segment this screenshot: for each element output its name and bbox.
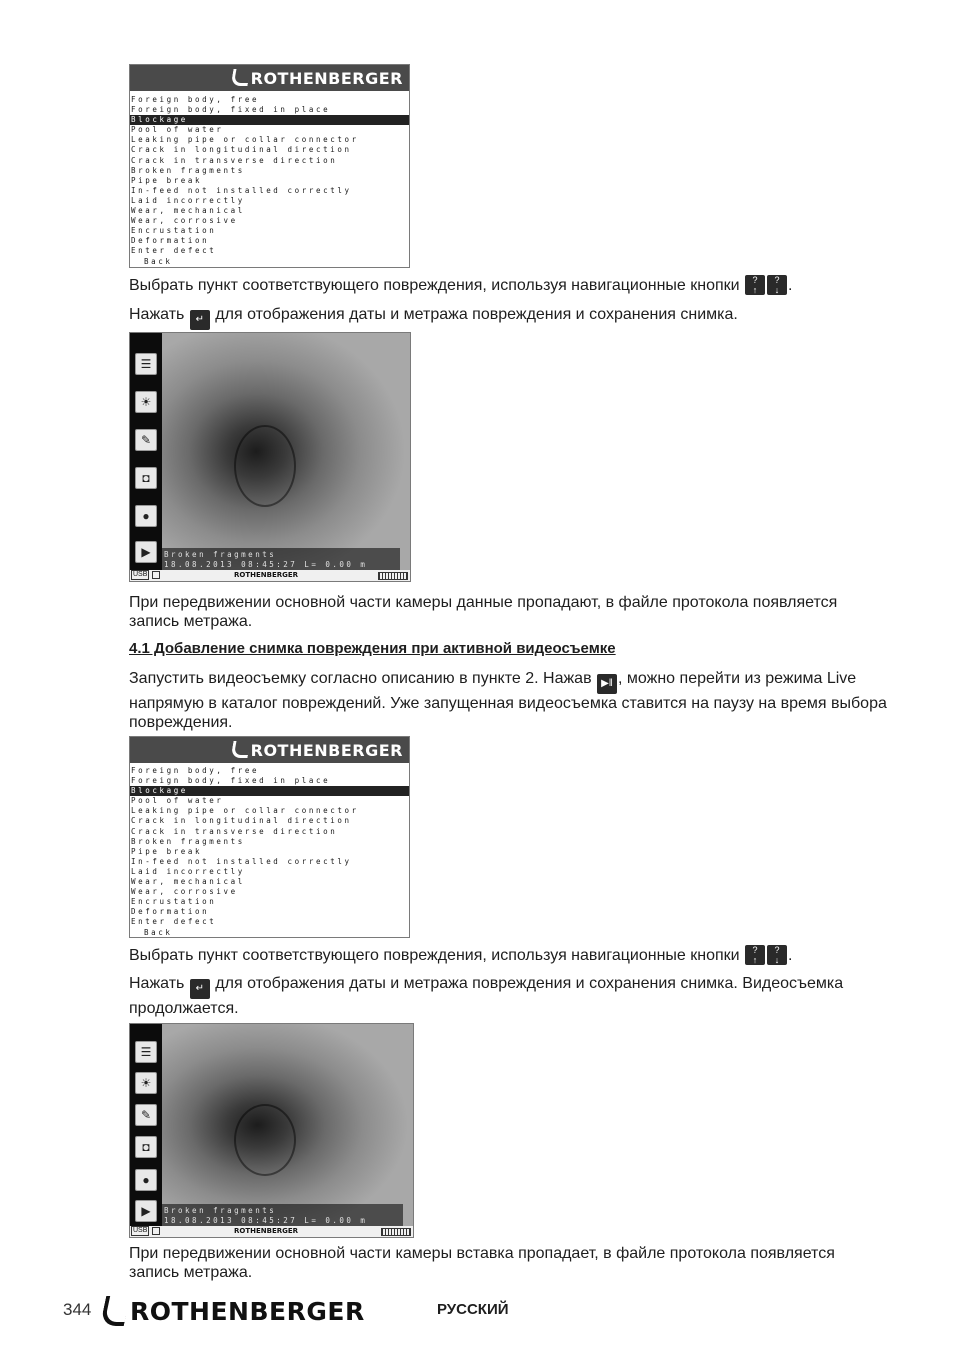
defect-item[interactable]: Enter defect xyxy=(131,246,217,256)
back-item[interactable]: Back xyxy=(144,256,173,266)
menu-icon[interactable]: ☰ xyxy=(135,1041,157,1063)
defect-item[interactable]: Foreign body, free xyxy=(131,95,260,104)
defect-item[interactable]: Deformation xyxy=(131,236,210,246)
enter-icon: ↵ xyxy=(190,310,210,330)
status-bar xyxy=(130,1226,413,1237)
instruction-select-1: Выбрать пункт соответствующего повреждения, используя навигационные кнопки ? ↑? ↓ . xyxy=(129,275,793,295)
defect-item[interactable]: In-feed not installed correctly xyxy=(131,856,352,866)
menu-brand-bar xyxy=(130,737,409,763)
play-icon[interactable]: ▶ xyxy=(135,1200,157,1222)
defect-item-selected[interactable]: Blockage xyxy=(130,115,409,125)
defect-item[interactable]: Broken fragments xyxy=(131,165,245,175)
pipe-camera-view xyxy=(162,1024,413,1226)
defect-item[interactable]: Foreign body, fixed in place xyxy=(131,105,331,115)
defect-item[interactable]: In-feed not installed correctly xyxy=(131,185,352,195)
defect-item[interactable]: Deformation xyxy=(131,907,210,917)
section-heading: 4.1 Добавление снимка повреждения при активной видеосъемке xyxy=(129,640,616,657)
defect-item[interactable]: Laid incorrectly xyxy=(131,866,245,876)
play-icon[interactable]: ▶ xyxy=(135,541,157,563)
usb-indicator: USB xyxy=(133,1227,148,1234)
camera-screenshot-1 xyxy=(129,332,411,582)
instruction-text: Выбрать пункт соответствующего повреждения, используя навигационные кнопки xyxy=(129,277,740,294)
play-pause-icon: ▶‖ xyxy=(597,674,617,694)
footer-logo: ROTHENBERGER xyxy=(103,1296,365,1326)
page-number: 344 xyxy=(63,1300,92,1319)
defect-item[interactable]: Pool of water xyxy=(131,796,224,806)
record-icon[interactable]: ● xyxy=(135,505,157,527)
camera-icon[interactable]: ◘ xyxy=(135,1136,157,1158)
info-paragraph-2: При передвижении основной части камеры вставка пропадает, в файле протокола появляется запись метража. xyxy=(129,1245,835,1281)
defect-item[interactable]: Foreign body, fixed in place xyxy=(131,776,331,786)
defect-item[interactable]: Foreign body, free xyxy=(131,766,260,775)
defect-item[interactable]: Leaking pipe or collar connector xyxy=(131,806,359,816)
camera-screenshot-2 xyxy=(129,1023,414,1238)
defect-item[interactable]: Pool of water xyxy=(131,125,224,135)
battery-icon xyxy=(378,572,408,580)
defect-item[interactable]: Crack in transverse direction xyxy=(131,826,338,836)
defect-item[interactable]: Pipe break xyxy=(131,846,203,856)
defect-item[interactable]: Wear, corrosive xyxy=(131,216,238,226)
status-logo: ROTHENBERGER xyxy=(234,571,299,579)
instruction-enter-1: Нажать ↵ для отображения даты и метража повреждения и сохранения снимка. xyxy=(129,305,899,330)
defect-item[interactable]: Leaking pipe or collar connector xyxy=(131,135,359,145)
status-bar xyxy=(130,570,410,581)
defect-list xyxy=(130,95,409,267)
defect-item[interactable]: Crack in longitudinal direction xyxy=(131,816,352,826)
defect-item[interactable]: Wear, corrosive xyxy=(131,887,238,897)
instruction-select-2: Выбрать пункт соответствующего повреждения, используя навигационные кнопки ? ↑? ↓ . xyxy=(129,945,793,965)
up-arrow-icon: ? ↑ xyxy=(745,275,765,295)
instruction-enter-2: Нажать ↵ для отображения даты и метража повреждения и сохранения снимка. Видеосъемка продолжается. xyxy=(129,975,844,1017)
defect-item[interactable]: Pipe break xyxy=(131,175,203,185)
instruction-start-recording: Запустить видеосъемку согласно описанию в пункте 2. Нажав ▶‖ , можно перейти из режима Live напрямую в каталог повреждений. Уже запущенная видеосъемка ставится на паузу на время выбора повреждения. xyxy=(129,670,887,731)
defect-item-selected[interactable]: Blockage xyxy=(130,786,409,796)
down-arrow-icon: ? ↓ xyxy=(767,275,787,295)
record-icon[interactable]: ● xyxy=(135,1169,157,1191)
enter-icon: ↵ xyxy=(190,979,210,999)
down-arrow-icon: ? ↓ xyxy=(767,945,787,965)
info-paragraph-1: При передвижении основной части камеры данные пропадают, в файле протокола появляется запись метража. xyxy=(129,594,838,630)
defect-item[interactable]: Broken fragments xyxy=(131,836,245,846)
rothenberger-logo: ROTHENBERGER xyxy=(232,741,403,760)
battery-icon xyxy=(381,1228,411,1236)
status-logo: ROTHENBERGER xyxy=(234,1227,299,1235)
defect-menu-screenshot-1 xyxy=(129,64,410,268)
defect-info-overlay: Broken fragments 18.08.2013 08:45:27 L= 0.00 m xyxy=(162,548,400,570)
menu-icon[interactable]: ☰ xyxy=(135,353,157,375)
light-icon[interactable]: ☀ xyxy=(135,391,157,413)
defect-menu-screenshot-2 xyxy=(129,736,410,938)
light-icon[interactable]: ☀ xyxy=(135,1072,157,1094)
pen-icon[interactable]: ✎ xyxy=(135,1104,157,1126)
pipe-camera-view xyxy=(162,333,410,570)
defect-item[interactable]: Encrustation xyxy=(131,226,217,236)
defect-info-overlay: Broken fragments 18.08.2013 08:45:27 L= 0.00 m xyxy=(162,1204,403,1226)
usb-indicator: USB xyxy=(133,571,148,578)
defect-list xyxy=(130,766,409,938)
pen-icon[interactable]: ✎ xyxy=(135,429,157,451)
camera-icon[interactable]: ◘ xyxy=(135,467,157,489)
defect-item[interactable]: Wear, mechanical xyxy=(131,877,245,887)
defect-item[interactable]: Crack in transverse direction xyxy=(131,155,338,165)
defect-item[interactable]: Crack in longitudinal direction xyxy=(131,145,352,155)
language-label: РУССКИЙ xyxy=(437,1301,509,1318)
rothenberger-logo: ROTHENBERGER xyxy=(232,69,403,88)
defect-item[interactable]: Laid incorrectly xyxy=(131,195,245,205)
back-item[interactable]: Back xyxy=(144,927,173,937)
menu-brand-bar xyxy=(130,65,409,91)
up-arrow-icon: ? ↑ xyxy=(745,945,765,965)
defect-item[interactable]: Enter defect xyxy=(131,917,217,927)
defect-item[interactable]: Wear, mechanical xyxy=(131,206,245,216)
defect-item[interactable]: Encrustation xyxy=(131,897,217,907)
